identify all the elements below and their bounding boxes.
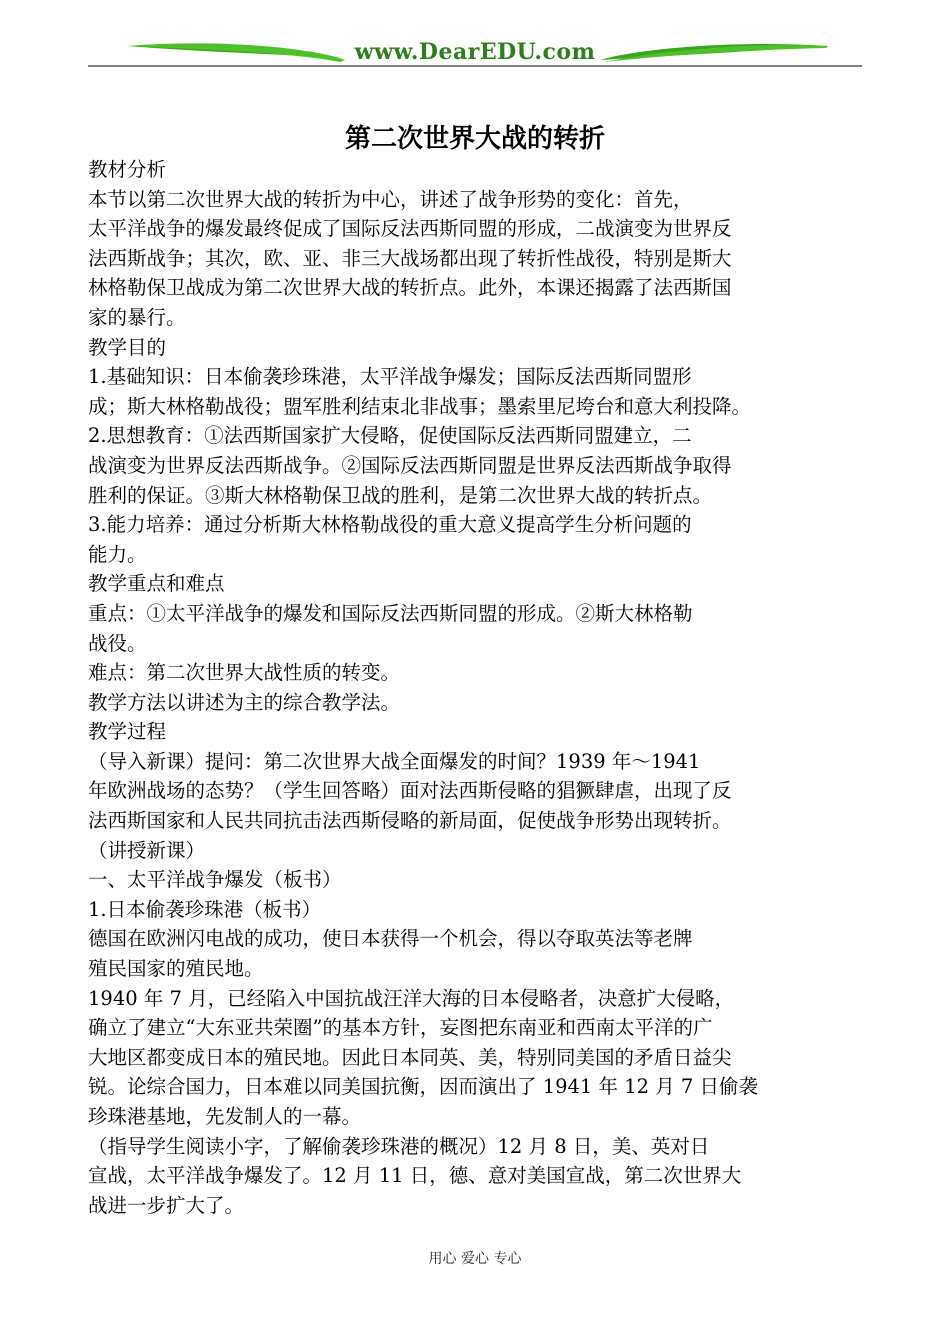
body-line: 胜利的保证。③斯大林格勒保卫战的胜利，是第二次世界大战的转折点。 [88,483,713,507]
page-header [0,0,950,80]
body-line: （导入新课）提问：第二次世界大战全面爆发的时间？1939 年～1941 [88,749,701,773]
document-title: 第二次世界大战的转折 [344,124,605,154]
body-line: 一、太平洋战争爆发（板书） [88,868,342,892]
document-body [88,155,838,1220]
body-line: 1.日本偷袭珍珠港（板书） [88,897,322,921]
body-line: 成；斯大林格勒战役；盟军胜利结束北非战事；墨索里尼垮台和意大利投降。 [88,394,752,418]
body-line: 宣战，太平洋战争爆发了。12 月 11 日，德、意对美国宣战，第二次世界大 [88,1164,742,1188]
body-line: 殖民国家的殖民地。 [88,957,264,981]
body-line: 教学过程 [88,720,167,744]
body-line: 确立了建立“大东亚共荣圈”的基本方针，妄图把东南亚和西南太平洋的广 [88,1016,713,1040]
body-line: 难点：第二次世界大战性质的转变。 [88,661,401,685]
body-line: 林格勒保卫战成为第二次世界大战的转折点。此外，本课还揭露了法西斯国 [88,276,732,300]
body-line: 战演变为世界反法西斯战争。②国际反法西斯同盟是世界反法西斯战争取得 [88,453,732,477]
body-line: 2.思想教育：①法西斯国家扩大侵略，促使国际反法西斯同盟建立，二 [88,424,692,448]
body-line: 年欧洲战场的态势？（学生回答略）面对法西斯侵略的猖獗肆虐，出现了反 [88,779,732,803]
body-line: 3.能力培养：通过分析斯大林格勒战役的重大意义提高学生分析问题的 [88,513,692,537]
site-logo-text: www.DearEDU.com [354,39,596,65]
body-line: 教材分析 [88,158,167,181]
body-line: 本节以第二次世界大战的转折为中心，讲述了战争形势的变化：首先， [88,187,693,211]
body-line: 重点：①太平洋战争的爆发和国际反法西斯同盟的形成。②斯大林格勒 [88,601,693,625]
body-line: 法西斯国家和人民共同抗击法西斯侵略的新局面，促使战争形势出现转折。 [88,809,732,833]
body-line: 家的暴行。 [88,305,186,329]
body-line: （讲授新课） [88,838,206,862]
body-line: 大地区都变成日本的殖民地。因此日本同英、美，特别同美国的矛盾日益尖 [88,1045,732,1069]
body-line: 战进一步扩大了。 [88,1193,245,1217]
body-line: 战役。 [88,631,147,655]
body-line: 太平洋战争的爆发最终促成了国际反法西斯同盟的形成，二战演变为世界反 [88,217,732,241]
body-line: 1940 年 7 月，已经陷入中国抗战汪洋大海的日本侵略者，决意扩大侵略， [88,986,735,1010]
body-line: （指导学生阅读小字，了解偷袭珍珠港的概况）12 月 8 日，美、英对日 [88,1134,710,1158]
body-line: 教学目的 [88,335,167,359]
body-line: 法西斯战争；其次，欧、亚、非三大战场都出现了转折性战役，特别是斯大 [88,246,732,270]
body-line: 珍珠港基地，先发制人的一幕。 [88,1105,362,1128]
body-line: 教学方法以讲述为主的综合教学法。 [88,690,401,714]
body-line: 能力。 [88,542,147,566]
body-line: 锐。论综合国力，日本难以同美国抗衡，因而演出了 1941 年 12 月 7 日偷袭 [88,1075,759,1099]
body-line: 德国在欧洲闪电战的成功，使日本获得一个机会，得以夺取英法等老牌 [88,927,693,951]
page-footer: 用心 爱心 专心 [428,1251,522,1267]
body-line: 1.基础知识：日本偷袭珍珠港，太平洋战争爆发；国际反法西斯同盟形 [88,365,692,389]
body-line: 教学重点和难点 [88,572,225,596]
